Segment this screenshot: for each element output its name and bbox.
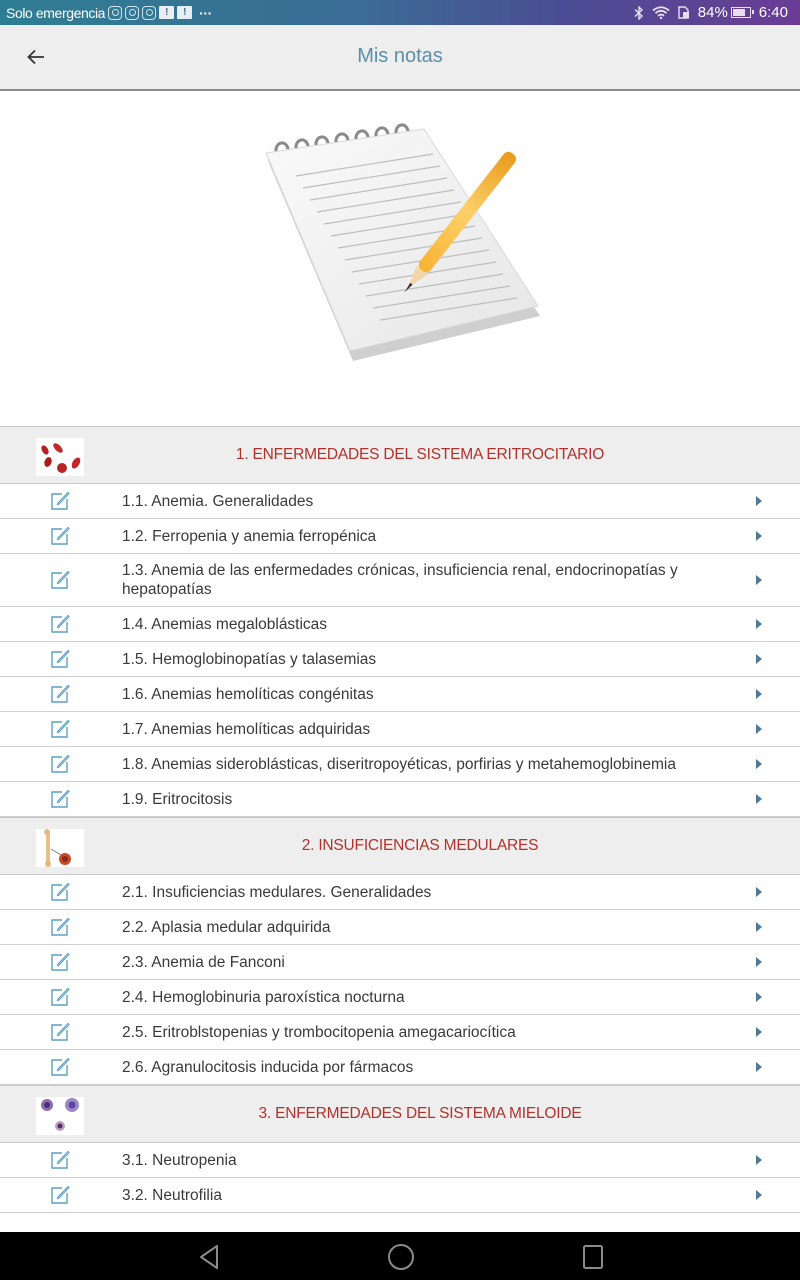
chevron-right-icon	[756, 992, 762, 1002]
list-item[interactable]	[0, 1015, 800, 1050]
list-item-label: 1.6. Anemias hemolíticas congénitas	[122, 685, 374, 703]
chevron-right-icon	[756, 724, 762, 734]
edit-note-icon	[50, 526, 70, 546]
status-bar	[0, 0, 800, 25]
list-item-label: 2.5. Eritroblstopenias y trombocitopenia amegacariocítica	[122, 1023, 516, 1041]
edit-note-icon	[50, 754, 70, 774]
list-item[interactable]	[0, 484, 800, 519]
section-header[interactable]	[0, 1085, 800, 1143]
list-item[interactable]	[0, 980, 800, 1015]
edit-note-icon	[50, 987, 70, 1007]
notepad-pencil-illustration	[258, 121, 548, 371]
list-item[interactable]	[0, 642, 800, 677]
section-header[interactable]	[0, 817, 800, 875]
section-header[interactable]	[0, 426, 800, 484]
system-nav-bar	[0, 1232, 800, 1280]
recents-square-icon[interactable]	[578, 1242, 608, 1272]
instagram-icon	[108, 6, 122, 20]
list-item[interactable]	[0, 677, 800, 712]
edit-note-icon	[50, 614, 70, 634]
list-item[interactable]	[0, 875, 800, 910]
status-bar-left	[0, 5, 212, 21]
instagram-icon	[125, 6, 139, 20]
edit-note-icon	[50, 649, 70, 669]
list-item[interactable]	[0, 519, 800, 554]
chevron-right-icon	[756, 496, 762, 506]
edit-note-icon	[50, 570, 70, 590]
chevron-right-icon	[756, 794, 762, 804]
battery-level-fill	[733, 9, 746, 16]
hero-banner	[0, 91, 800, 426]
list-item[interactable]	[0, 1050, 800, 1085]
list-item-label: 2.4. Hemoglobinuria paroxística nocturna	[122, 988, 405, 1006]
chevron-right-icon	[756, 575, 762, 585]
list-item[interactable]	[0, 782, 800, 817]
list-item-label: 1.9. Eritrocitosis	[122, 790, 233, 808]
chevron-right-icon	[756, 1062, 762, 1072]
list-item[interactable]	[0, 910, 800, 945]
list-item-label: 1.8. Anemias sideroblásticas, diseritropoyéticas, porfirias y metahemoglobinemia	[122, 755, 676, 773]
instagram-icon	[142, 6, 156, 20]
battery-percent: 84%	[697, 4, 728, 21]
page-title: Mis notas	[357, 45, 443, 67]
list-item-label: 1.2. Ferropenia y anemia ferropénica	[122, 527, 377, 545]
list-item-label: 2.3. Anemia de Fanconi	[122, 953, 285, 971]
notes-list	[0, 426, 800, 1213]
edit-note-icon	[50, 1057, 70, 1077]
chevron-right-icon	[756, 887, 762, 897]
app-bar	[0, 25, 800, 91]
message-alert-icon: !	[177, 6, 192, 19]
list-item-label: 3.2. Neutrofilia	[122, 1186, 222, 1204]
list-item[interactable]	[0, 554, 800, 607]
edit-note-icon	[50, 1150, 70, 1170]
chevron-right-icon	[756, 654, 762, 664]
list-item-label: 1.7. Anemias hemolíticas adquiridas	[122, 720, 371, 738]
list-item[interactable]	[0, 607, 800, 642]
list-item-label: 2.2. Aplasia medular adquirida	[122, 918, 331, 936]
home-circle-icon[interactable]	[386, 1242, 416, 1272]
list-item[interactable]	[0, 747, 800, 782]
list-item-label: 1.4. Anemias megaloblásticas	[122, 615, 328, 633]
edit-note-icon	[50, 719, 70, 739]
list-item-label: 1.1. Anemia. Generalidades	[122, 492, 314, 510]
chevron-right-icon	[756, 1190, 762, 1200]
list-item[interactable]	[0, 945, 800, 980]
edit-note-icon	[50, 789, 70, 809]
list-item-label: 2.6. Agranulocitosis inducida por fármacos	[122, 1058, 414, 1076]
section-title: 3. ENFERMEDADES DEL SISTEMA MIELOIDE	[258, 1105, 582, 1122]
chevron-right-icon	[756, 689, 762, 699]
list-item[interactable]	[0, 1178, 800, 1213]
battery-icon	[731, 7, 751, 18]
list-item-label: 1.5. Hemoglobinopatías y talasemias	[122, 650, 377, 668]
chevron-right-icon	[756, 1027, 762, 1037]
list-item-label: 2.1. Insuficiencias medulares. Generalidades	[122, 883, 432, 901]
edit-note-icon	[50, 684, 70, 704]
chevron-right-icon	[756, 1155, 762, 1165]
edit-note-icon	[50, 1185, 70, 1205]
edit-note-icon	[50, 882, 70, 902]
chevron-right-icon	[756, 759, 762, 769]
carrier-label: Solo emergencia	[6, 4, 106, 21]
sim-icon	[678, 6, 690, 19]
message-alert-icon: !	[159, 6, 174, 19]
wifi-icon	[652, 6, 670, 19]
more-dots-icon: ···	[199, 4, 212, 21]
edit-note-icon	[50, 1022, 70, 1042]
bluetooth-icon	[634, 6, 644, 20]
list-item[interactable]	[0, 712, 800, 747]
chevron-right-icon	[756, 922, 762, 932]
section-title: 1. ENFERMEDADES DEL SISTEMA ERITROCITARIO	[235, 446, 605, 463]
list-item-label: 3.1. Neutropenia	[122, 1151, 237, 1169]
clock: 6:40	[758, 4, 788, 21]
edit-note-icon	[50, 491, 70, 511]
chevron-right-icon	[756, 957, 762, 967]
section-title: 2. INSUFICIENCIAS MEDULARES	[301, 837, 539, 854]
list-item-label: 1.3. Anemia de las enfermedades crónicas, insuficiencia renal, endocrinopatías y hepatopatías	[122, 562, 678, 598]
edit-note-icon	[50, 917, 70, 937]
back-triangle-icon[interactable]	[195, 1242, 225, 1272]
edit-note-icon	[50, 952, 70, 972]
list-item[interactable]	[0, 1143, 800, 1178]
chevron-right-icon	[756, 619, 762, 629]
chevron-right-icon	[756, 531, 762, 541]
status-bar-right	[634, 4, 800, 21]
